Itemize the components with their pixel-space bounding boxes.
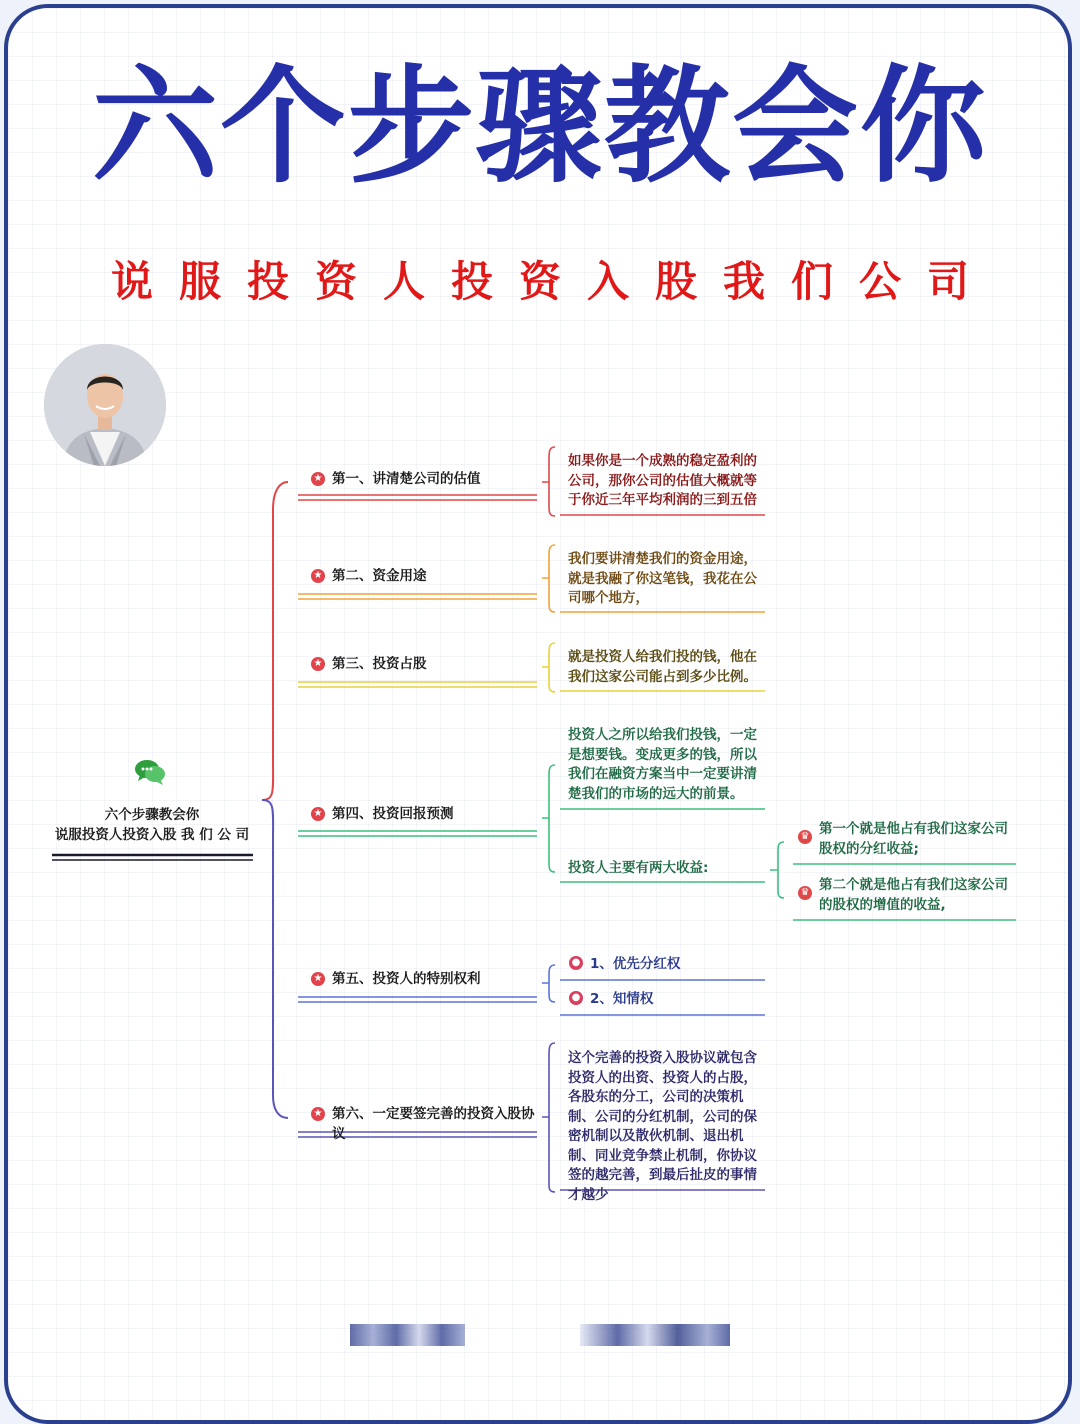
- step-3-detail: 就是投资人给我们投的钱，他在我们这家公司能占到多少比例。: [568, 649, 757, 685]
- chat-bubbles-icon: [134, 758, 166, 786]
- step-3-label: 第三、投资占股: [332, 656, 427, 672]
- crown-badge-icon: ♛: [798, 830, 812, 844]
- star-badge-icon: ★: [311, 657, 325, 671]
- footer-blur-left: [350, 1324, 465, 1346]
- root-line2: 说服投资人投资入股 我 们 公 司: [54, 826, 250, 843]
- step-4-label: 第四、投资回报预测: [332, 806, 454, 822]
- step-5-item-2: 2、知情权: [590, 991, 654, 1007]
- star-badge-icon: ★: [311, 472, 325, 486]
- star-badge-icon: ★: [311, 807, 325, 821]
- root-line1: 六个步骤教会你: [104, 807, 200, 823]
- step-2-detail: 我们要讲清楚我们的资金用途，就是我融了你这笔钱，我花在公司哪个地方，: [568, 551, 757, 606]
- star-badge-icon: ★: [311, 1107, 325, 1121]
- star-badge-icon: ★: [311, 569, 325, 583]
- step-1-detail: 如果你是一个成熟的稳定盈利的公司，那你公司的估值大概就等于你近三年平均利润的三到五倍: [568, 453, 757, 508]
- step-5-item-1: 1、优先分红权: [590, 956, 681, 972]
- star-badge-icon: ★: [311, 972, 325, 986]
- footer-blur-right: [580, 1324, 730, 1346]
- main-title: 六个步骤教会你: [92, 53, 988, 200]
- connector-step6: [262, 800, 288, 1118]
- step-6-label: 第六、一定要签完善的投资入股协议: [332, 1106, 535, 1142]
- connector-step1: [262, 482, 288, 800]
- person-badge-icon: ●: [569, 991, 583, 1005]
- sub-title: 说服投资人投资入股我们公司: [110, 257, 995, 306]
- step-6-detail: 这个完善的投资入股协议就包含投资人的出资、投资人的占股，各股东的分工，公司的决策机制、公司的分红机制，公司的保密机制以及散伙机制、退出机制、同业竞争禁止机制，你协议签的越完善，到最后扯皮的事情才越少: [568, 1050, 757, 1203]
- person-badge-icon: ●: [569, 956, 583, 970]
- step-4-sub-1: 第一个就是他占有我们这家公司股权的分红收益;: [819, 821, 1008, 857]
- step-1-label: 第一、讲清楚公司的估值: [332, 471, 481, 487]
- step-4-sub-2: 第二个就是他占有我们这家公司的股权的增值的收益,: [819, 877, 1008, 913]
- root-node: [52, 806, 252, 845]
- crown-badge-icon: ♛: [798, 886, 812, 900]
- step-4-detail2: 投资人主要有两大收益:: [568, 860, 709, 876]
- step-2-label: 第二、资金用途: [332, 568, 427, 584]
- step-5-label: 第五、投资人的特别权利: [332, 971, 481, 987]
- step-4-detail: 投资人之所以给我们投钱，一定是想要钱。变成更多的钱，所以我们在融资方案当中一定要讲清楚我们的市场的远大的前景。: [568, 727, 757, 802]
